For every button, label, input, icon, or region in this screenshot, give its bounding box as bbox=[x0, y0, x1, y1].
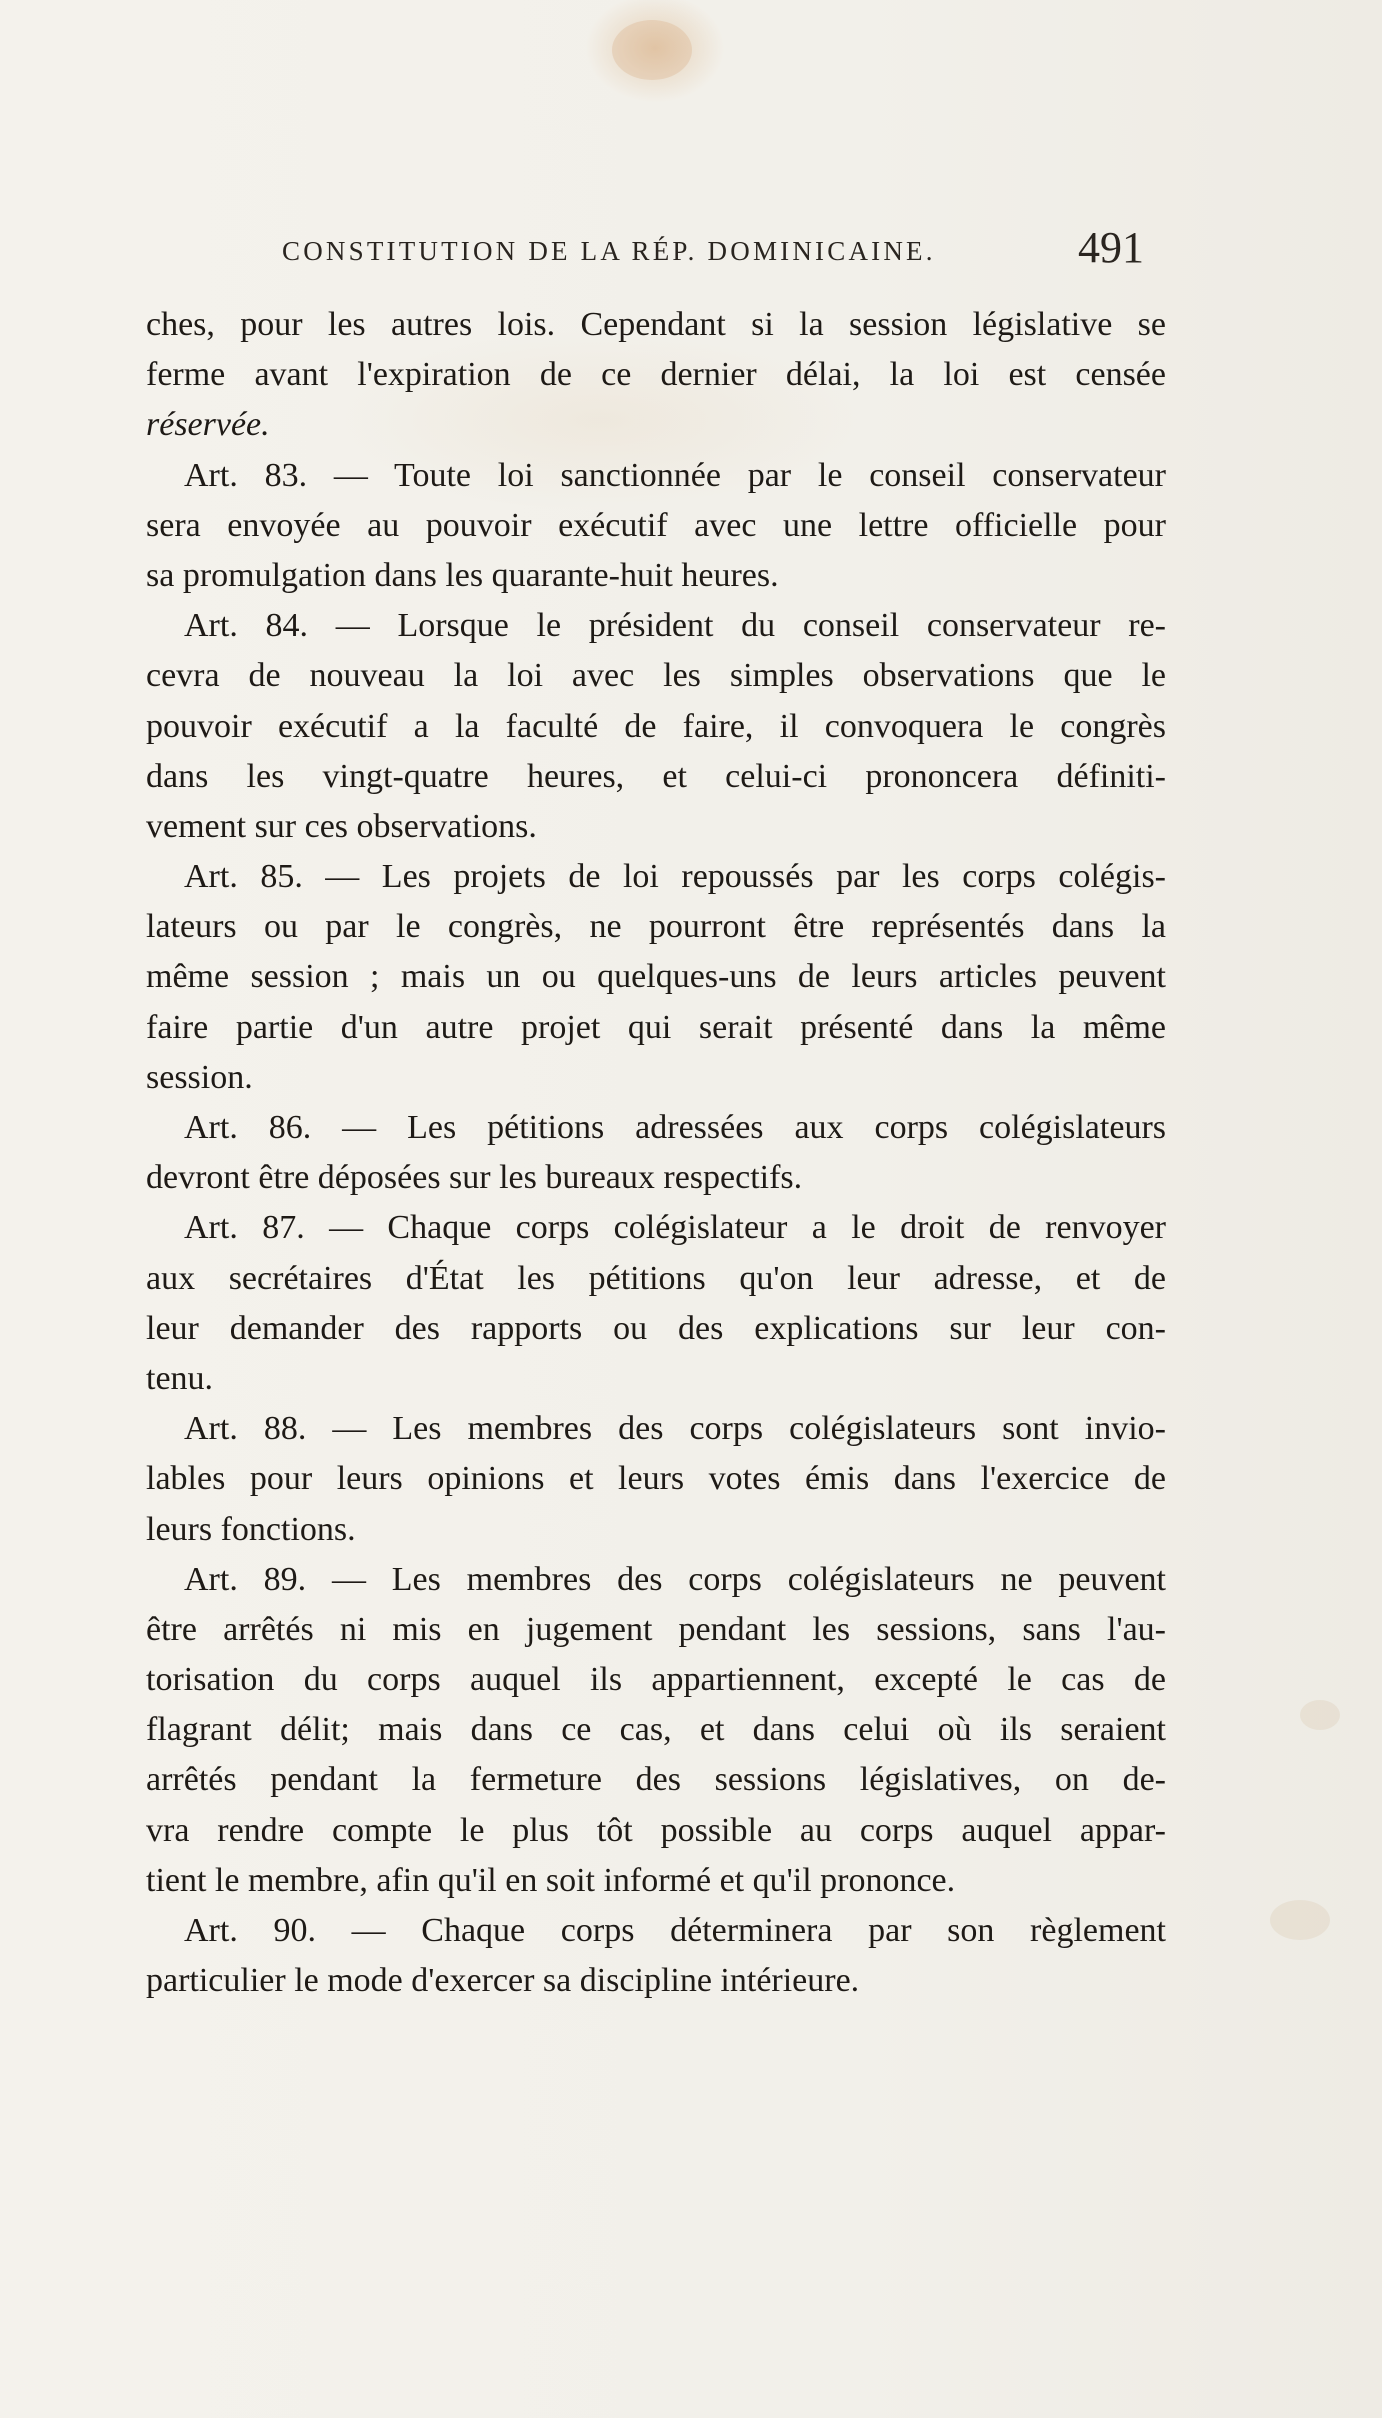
text-line: réservée. bbox=[146, 406, 270, 444]
text-line: particulier le mode d'exercer sa discipline intérieure. bbox=[146, 1962, 860, 2000]
article-84-line: Art. 84. — Lorsque le président du conseil conservateur re- bbox=[184, 607, 1166, 645]
text-line: faire partie d'un autre projet qui serait présenté dans la même bbox=[146, 1008, 1166, 1046]
text-line: aux secrétaires d'État les pétitions qu'on leur adresse, et de bbox=[146, 1259, 1166, 1297]
text-line: torisation du corps auquel ils appartiennent, excepté le cas de bbox=[146, 1661, 1166, 1699]
text-line: même session ; mais un ou quelques-uns de leurs articles peuvent bbox=[146, 958, 1166, 996]
paper-stain bbox=[1270, 1900, 1330, 1940]
paper-stain bbox=[612, 20, 692, 80]
text-line: devront être déposées sur les bureaux respectifs. bbox=[146, 1159, 803, 1197]
body-text bbox=[146, 300, 1166, 2006]
text-line: vra rendre compte le plus tôt possible au corps auquel appar- bbox=[146, 1811, 1166, 1849]
article-88-line: Art. 88. — Les membres des corps colégislateurs sont invio- bbox=[184, 1410, 1166, 1448]
text-line: vement sur ces observations. bbox=[146, 807, 537, 845]
text-line: pouvoir exécutif a la faculté de faire, il convoquera le congrès bbox=[146, 707, 1166, 745]
text-line: sera envoyée au pouvoir exécutif avec une lettre officielle pour bbox=[146, 506, 1166, 544]
article-90-line: Art. 90. — Chaque corps déterminera par son règlement bbox=[184, 1912, 1166, 1949]
running-head-title: CONSTITUTION DE LA RÉP. DOMINICAINE. bbox=[282, 236, 936, 266]
text-line: lables pour leurs opinions et leurs votes émis dans l'exercice de bbox=[146, 1460, 1166, 1498]
text-line: ferme avant l'expiration de ce dernier délai, la loi est censée bbox=[146, 356, 1166, 394]
text-line: arrêtés pendant la fermeture des sessions législatives, on de- bbox=[146, 1761, 1166, 1799]
running-head bbox=[0, 222, 1382, 282]
article-85-line: Art. 85. — Les projets de loi repoussés par les corps colégis- bbox=[184, 858, 1166, 896]
text-line: tenu. bbox=[146, 1359, 214, 1397]
text-line: être arrêtés ni mis en jugement pendant les sessions, sans l'au- bbox=[146, 1610, 1166, 1648]
page-number: 491 bbox=[1078, 223, 1144, 272]
text-line: cevra de nouveau la loi avec les simples observations que le bbox=[146, 657, 1166, 695]
text-line: leurs fonctions. bbox=[146, 1510, 356, 1548]
text-line: dans les vingt-quatre heures, et celui-ci prononcera définiti- bbox=[146, 757, 1166, 795]
text-line: flagrant délit; mais dans ce cas, et dans celui où ils seraient bbox=[146, 1711, 1166, 1749]
text-line: lateurs ou par le congrès, ne pourront être représentés dans la bbox=[146, 908, 1166, 946]
article-87-line: Art. 87. — Chaque corps colégislateur a le droit de renvoyer bbox=[184, 1209, 1166, 1247]
article-86-line: Art. 86. — Les pétitions adressées aux corps colégislateurs bbox=[184, 1109, 1166, 1146]
text-line: ches, pour les autres lois. Cependant si la session législative se bbox=[146, 306, 1166, 343]
text-line: leur demander des rapports ou des explications sur leur con- bbox=[146, 1309, 1166, 1347]
text-line: tient le membre, afin qu'il en soit informé et qu'il prononce. bbox=[146, 1861, 956, 1899]
article-83-line: Art. 83. — Toute loi sanctionnée par le conseil conservateur bbox=[184, 456, 1166, 494]
text-line: sa promulgation dans les quarante-huit heures. bbox=[146, 556, 779, 594]
paper-stain bbox=[1300, 1700, 1340, 1730]
text-line: session. bbox=[146, 1058, 253, 1096]
article-89-line: Art. 89. — Les membres des corps colégislateurs ne peuvent bbox=[184, 1560, 1166, 1598]
